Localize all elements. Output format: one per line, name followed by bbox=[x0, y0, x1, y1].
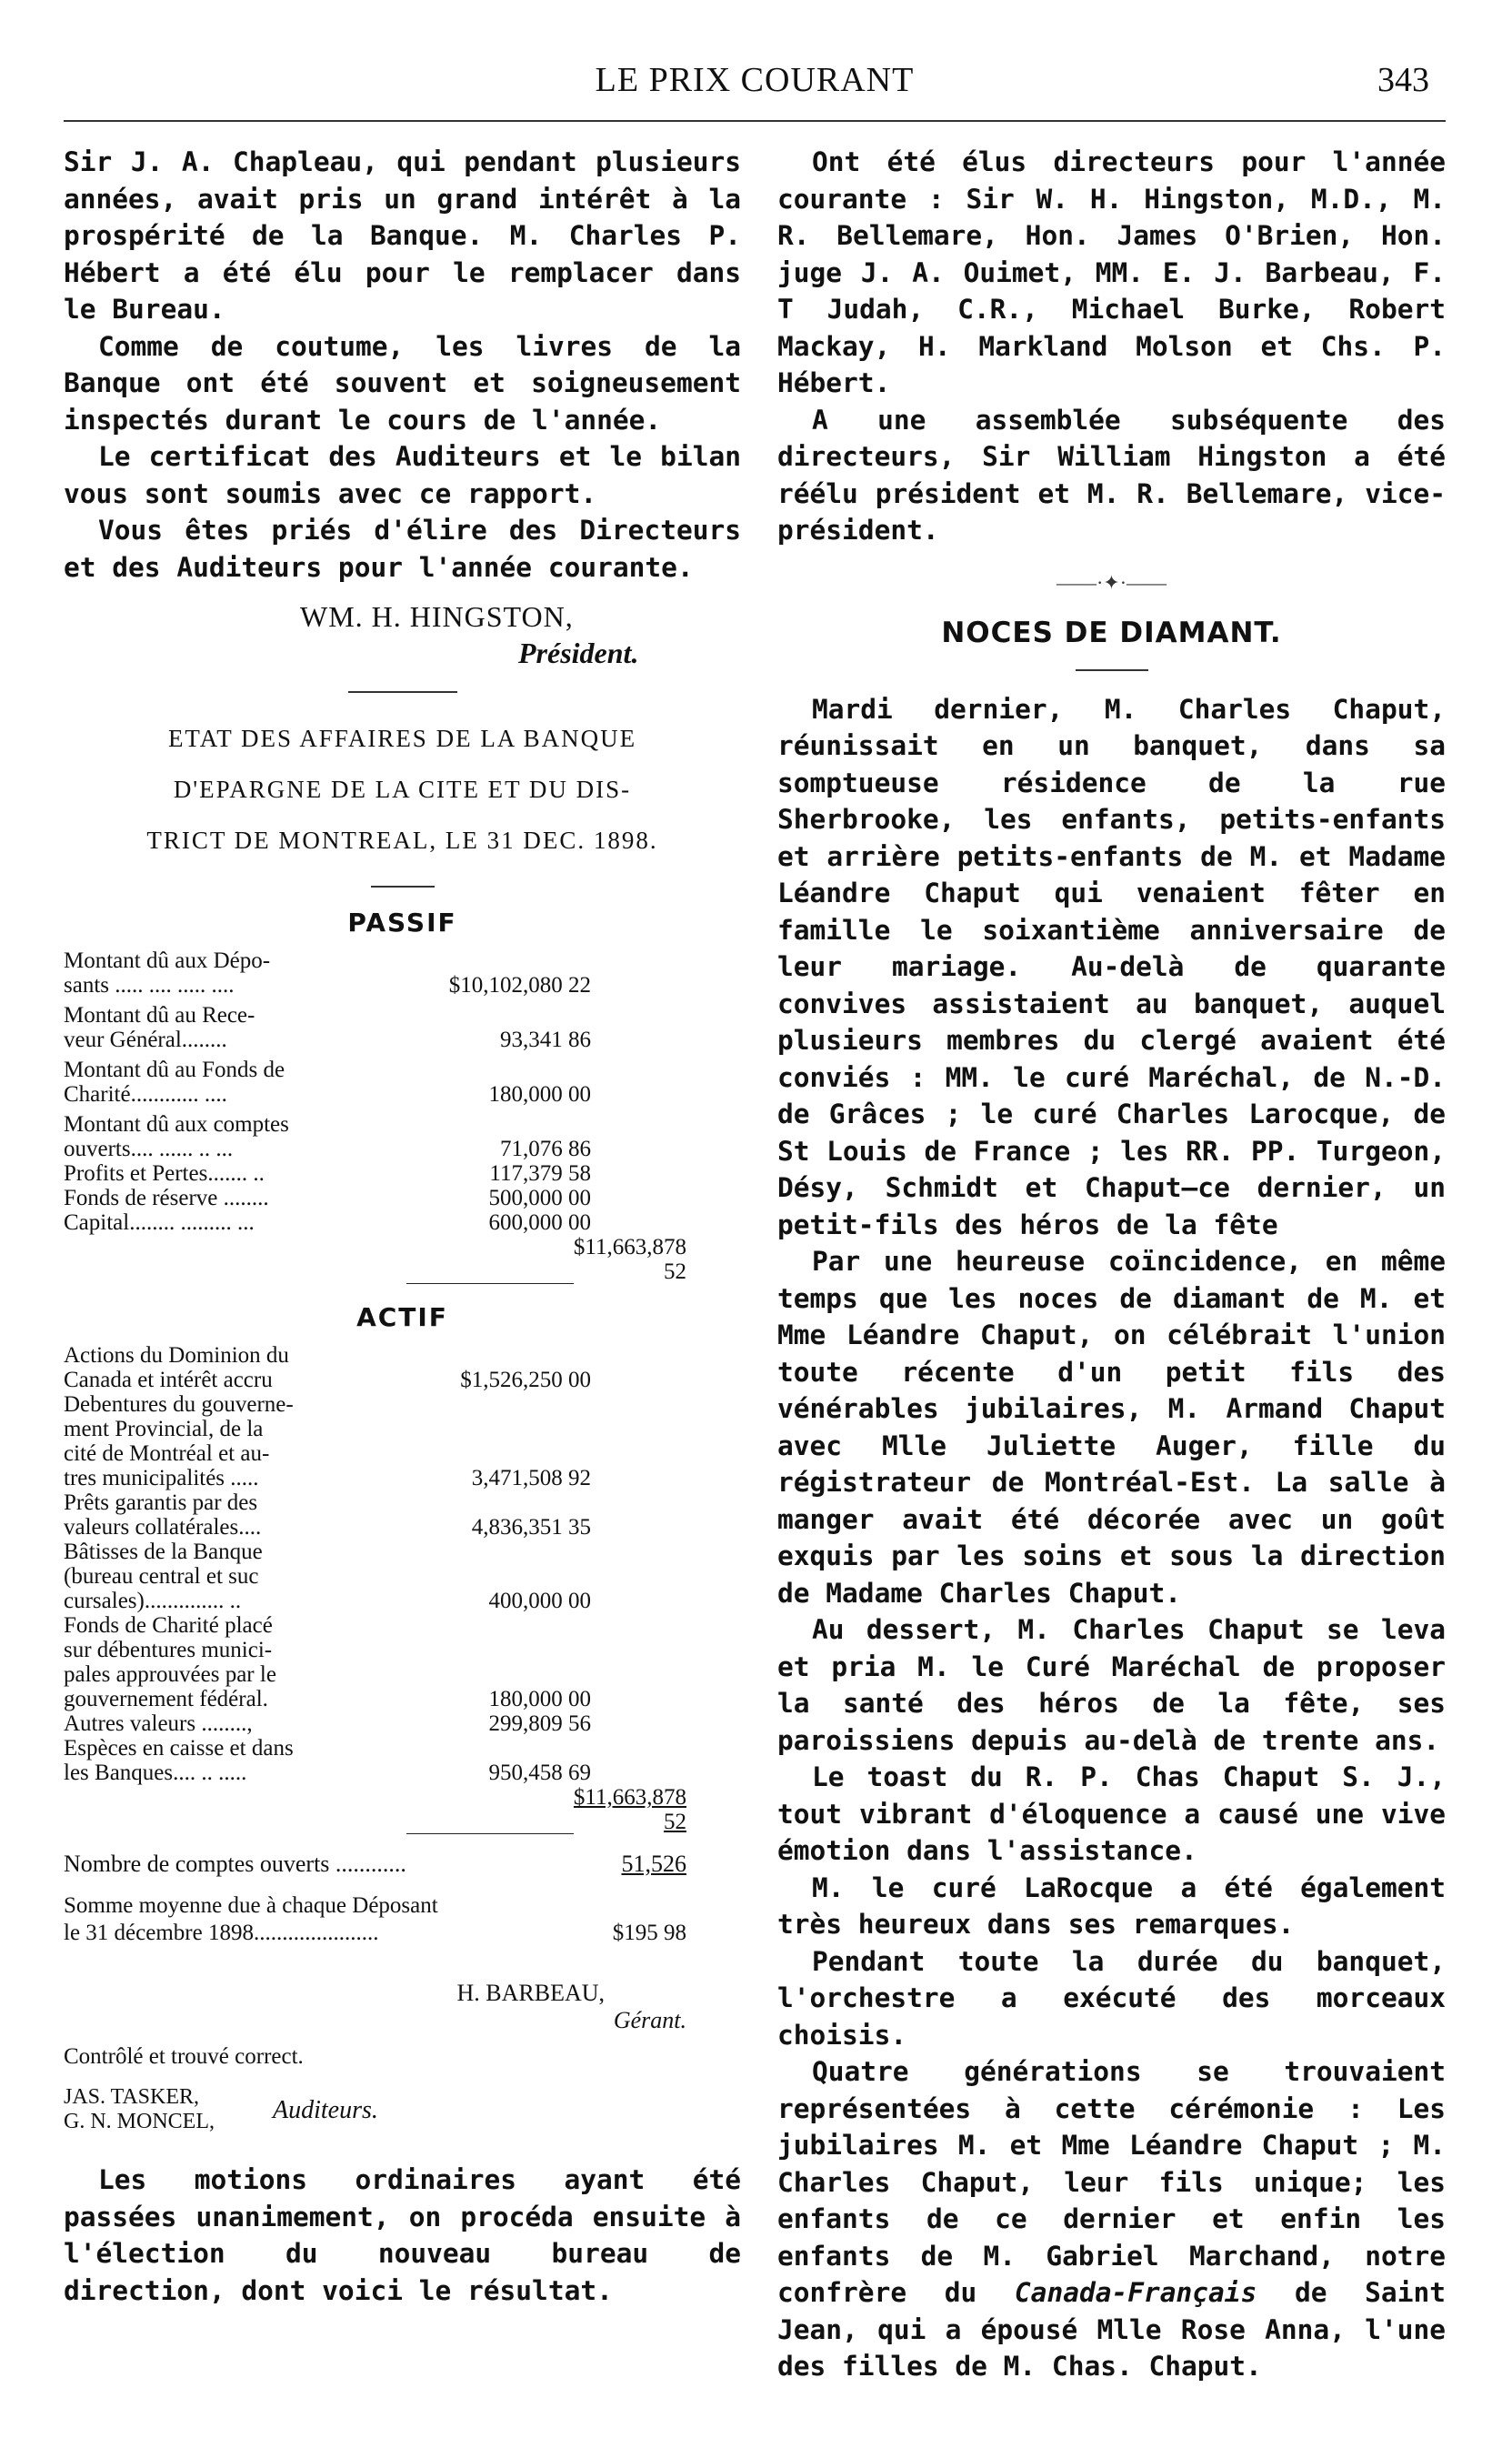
actif-label: cité de Montréal et au- bbox=[64, 1441, 270, 1466]
paragraph-toast: Le toast du R. P. Chas Chaput S. J., tout vibrant d'éloquence a causé une vive émotion dans l'assistance. bbox=[777, 1761, 1446, 1866]
nombre-value: 51,526 bbox=[621, 1851, 686, 1877]
generations-text-1: Quatre générations se trouvaient représentées à cette cérémonie : Les jubilaires M. et Mme Léandre Chaput ; M. Charles Chaput, leur fils unique; les enfants de ce dernier et enfin les enfants de M. Gabriel Marchand, notre confrère du bbox=[777, 2056, 1446, 2308]
passif-table bbox=[64, 948, 741, 1284]
actif-heading: ACTIF bbox=[356, 1302, 448, 1332]
paragraph-certificat: Le certificat des Auditeurs et le bilan vous sont soumis avec ce rapport. bbox=[64, 441, 741, 509]
actif-amount: 4,836,351 35 bbox=[471, 1515, 591, 1540]
actif-label: Debentures du gouverne- bbox=[64, 1392, 294, 1417]
nombre-label: Nombre de comptes ouverts ............ bbox=[64, 1851, 406, 1877]
page-header bbox=[64, 60, 1446, 115]
paragraph-motions: Les motions ordinaires ayant été passées unanimement, on procéda ensuite à l'élection du nouveau bureau de direction, dont voici le résultat. bbox=[64, 2164, 741, 2306]
paragraph-generations bbox=[777, 2053, 1446, 2385]
etat-heading bbox=[64, 713, 741, 866]
actif-amount: 950,458 69 bbox=[488, 1761, 591, 1785]
passif-label: sants ..... .... ..... .... bbox=[64, 973, 235, 998]
nombre-comptes bbox=[64, 1851, 741, 1878]
president-signature bbox=[64, 598, 741, 671]
passif-amount: 500,000 00 bbox=[488, 1186, 591, 1210]
passif-heading: PASSIF bbox=[347, 908, 457, 938]
actif-label: Autres valeurs ........, bbox=[64, 1711, 253, 1736]
passif-total: $11,663,878 52 bbox=[573, 1235, 686, 1284]
gerant-signature bbox=[64, 1980, 741, 2034]
gerant-role: Gérant. bbox=[613, 2007, 686, 2033]
passif-amount: 180,000 00 bbox=[488, 1082, 591, 1107]
section-divider bbox=[348, 691, 457, 693]
actif-label: Bâtisses de la Banque bbox=[64, 1540, 263, 1564]
actif-amount: 400,000 00 bbox=[488, 1589, 591, 1613]
etat-line-1: ETAT DES AFFAIRES DE LA BANQUE bbox=[167, 725, 637, 752]
passif-amount: 117,379 58 bbox=[489, 1161, 591, 1186]
auditeur-name: JAS. TASKER, bbox=[64, 2085, 200, 2109]
auditeur-name: G. N. MONCEL, bbox=[64, 2110, 215, 2133]
actif-label: (bureau central et suc bbox=[64, 1564, 259, 1589]
generations-journal: Canada-Français bbox=[1014, 2277, 1257, 2308]
gerant-name: H. BARBEAU, bbox=[456, 1980, 605, 2006]
signature-role: Président. bbox=[518, 637, 639, 669]
passif-label: Capital........ ......... ... bbox=[64, 1210, 255, 1235]
section-divider bbox=[371, 886, 435, 888]
page-number: 343 bbox=[1377, 61, 1429, 99]
actif-label: Fonds de Charité placé bbox=[64, 1613, 273, 1638]
generations-text-2: de Saint Jean, qui a épousé Mlle Rose Anna, l'une des filles de M. Chas. Chaput. bbox=[777, 2277, 1446, 2382]
actif-table bbox=[64, 1343, 741, 1834]
article-heading: NOCES DE DIAMANT. bbox=[941, 616, 1282, 649]
actif-label: Actions du Dominion du bbox=[64, 1343, 289, 1368]
passif-amount: 600,000 00 bbox=[488, 1210, 591, 1235]
passif-label: veur Général........ bbox=[64, 1028, 227, 1052]
passif-label: Fonds de réserve ........ bbox=[64, 1186, 269, 1210]
passif-amount: 93,341 86 bbox=[500, 1028, 591, 1052]
controle-text: Contrôlé et trouvé correct. bbox=[64, 2044, 304, 2069]
actif-amount: 3,471,508 92 bbox=[471, 1466, 591, 1490]
actif-label: cursales).............. .. bbox=[64, 1589, 242, 1613]
section-divider bbox=[1076, 669, 1148, 671]
somme-line-1: Somme moyenne due à chaque Déposant bbox=[64, 1893, 438, 1918]
actif-label: les Banques.... .. ..... bbox=[64, 1761, 247, 1785]
somme-value: $195 98 bbox=[612, 1921, 686, 1945]
passif-label: Charité............ .... bbox=[64, 1082, 227, 1107]
paragraph-elus: Ont été élus directeurs pour l'année courante : Sir W. H. Hingston, M.D., M. R. Bellemare, Hon. James O'Brien, Hon. juge J. A. Ouimet, MM. E. J. Barbeau, F. T Judah, C.R., Michael Burke, Robert Mackay, H. Markland Molson et Chs. P. Hébert. bbox=[777, 146, 1446, 398]
passif-label: Profits et Pertes....... .. bbox=[64, 1161, 265, 1186]
passif-amount: $10,102,080 22 bbox=[448, 973, 591, 998]
passif-label: Montant dû aux comptes bbox=[64, 1112, 289, 1137]
actif-label: Espèces en caisse et dans bbox=[64, 1736, 294, 1761]
actif-total: $11,663,878 52 bbox=[573, 1785, 686, 1834]
passif-label: Montant dû au Fonds de bbox=[64, 1058, 285, 1082]
actif-label: valeurs collatérales.... bbox=[64, 1515, 262, 1540]
etat-line-3: TRICT DE MONTREAL, LE 31 DEC. 1898. bbox=[146, 827, 658, 854]
actif-label: pales approuvées par le bbox=[64, 1662, 276, 1687]
header-rule bbox=[64, 120, 1446, 122]
paragraph-orchestre: Pendant toute la durée du banquet, l'orchestre a exécuté des morceaux choisis. bbox=[777, 1945, 1446, 2051]
paragraph-larocque: M. le curé LaRocque a été également très heureux dans ses remarques. bbox=[777, 1871, 1446, 1940]
paragraph-dessert: Au dessert, M. Charles Chaput se leva et pria M. le Curé Maréchal de proposer la santé des héros de la fête, ses paroissiens depuis au-delà de trente ans. bbox=[777, 1614, 1446, 1756]
actif-amount: 299,809 56 bbox=[488, 1711, 591, 1736]
actif-amount: 180,000 00 bbox=[488, 1687, 591, 1711]
actif-label: tres municipalités ..... bbox=[64, 1466, 259, 1490]
paragraph-chapleau: Sir J. A. Chapleau, qui pendant plusieurs années, avait pris un grand intérêt à la prospérité de la Banque. M. Charles P. Hébert a été élu pour le remplacer dans le Bureau. bbox=[64, 146, 741, 325]
actif-label: gouvernement fédéral. bbox=[64, 1687, 268, 1711]
actif-label: Canada et intérêt accru bbox=[64, 1368, 273, 1392]
somme-moyenne bbox=[64, 1892, 741, 1947]
passif-label: Montant dû au Rece- bbox=[64, 1003, 255, 1028]
etat-line-2: D'EPARGNE DE LA CITE ET DU DIS- bbox=[173, 776, 632, 803]
passif-amount: 71,076 86 bbox=[500, 1137, 591, 1161]
ornament-divider: ——·✦·—— bbox=[1056, 570, 1167, 594]
paragraph-coincidence: Par une heureuse coïncidence, en même temps que les noces de diamant de M. et Mme Léandre Chaput, on célébrait l'union toute récente d'un petit fils des vénérables jubilaires, M. Armand Chaput avec Mlle Juliette Auger, fille du régistrateur de Montréal-Est. La salle à manger avait été décorée avec un goût exquis par les soins et sous la direction de Madame Charles Chaput. bbox=[777, 1246, 1446, 1609]
actif-amount: $1,526,250 00 bbox=[460, 1368, 591, 1392]
paragraph-livres: Comme de coutume, les livres de la Banque ont été souvent et soigneusement inspectés durant le cours de l'année. bbox=[64, 330, 741, 436]
passif-label: ouverts.... ...... .. ... bbox=[64, 1137, 234, 1161]
auditeurs-block bbox=[64, 2085, 741, 2134]
passif-label: Montant dû aux Dépo- bbox=[64, 948, 271, 973]
auditeurs-label: Auditeurs. bbox=[273, 2095, 378, 2124]
paragraph-assemblee: A une assemblée subséquente des directeurs, Sir William Hingston a été réélu président et M. R. Bellemare, vice-président. bbox=[777, 404, 1446, 546]
paragraph-elire: Vous êtes priés d'élire des Directeurs et des Auditeurs pour l'année courante. bbox=[64, 515, 741, 583]
actif-label: ment Provincial, de la bbox=[64, 1417, 264, 1441]
right-column bbox=[777, 144, 1446, 2385]
running-title: LE PRIX COURANT bbox=[595, 61, 915, 99]
actif-label: Prêts garantis par des bbox=[64, 1490, 258, 1515]
paragraph-mardi: Mardi dernier, M. Charles Chaput, réunissait en un banquet, dans sa somptueuse résidence de la rue Sherbrooke, les enfants, petits-enfants et arrière petits-enfants de M. et Madame Léandre Chaput qui venaient fêter en famille le soixantième anniversaire de leur mariage. Au-delà de quarante convives assistaient au banquet, auquel plusieurs membres du clergé avaient été conviés : MM. le curé Maréchal, de N.-D. de Grâces ; le curé Charles Larocque, de St Louis de France ; les RR. PP. Turgeon, Désy, Schmidt et Chaput—ce dernier, un petit-fils des héros de la fête bbox=[777, 693, 1446, 1240]
somme-line-2: le 31 décembre 1898...................... bbox=[64, 1921, 379, 1945]
actif-label: sur débentures munici- bbox=[64, 1638, 273, 1662]
left-column bbox=[64, 144, 741, 2309]
signature-name: WM. H. HINGSTON, bbox=[300, 600, 574, 633]
